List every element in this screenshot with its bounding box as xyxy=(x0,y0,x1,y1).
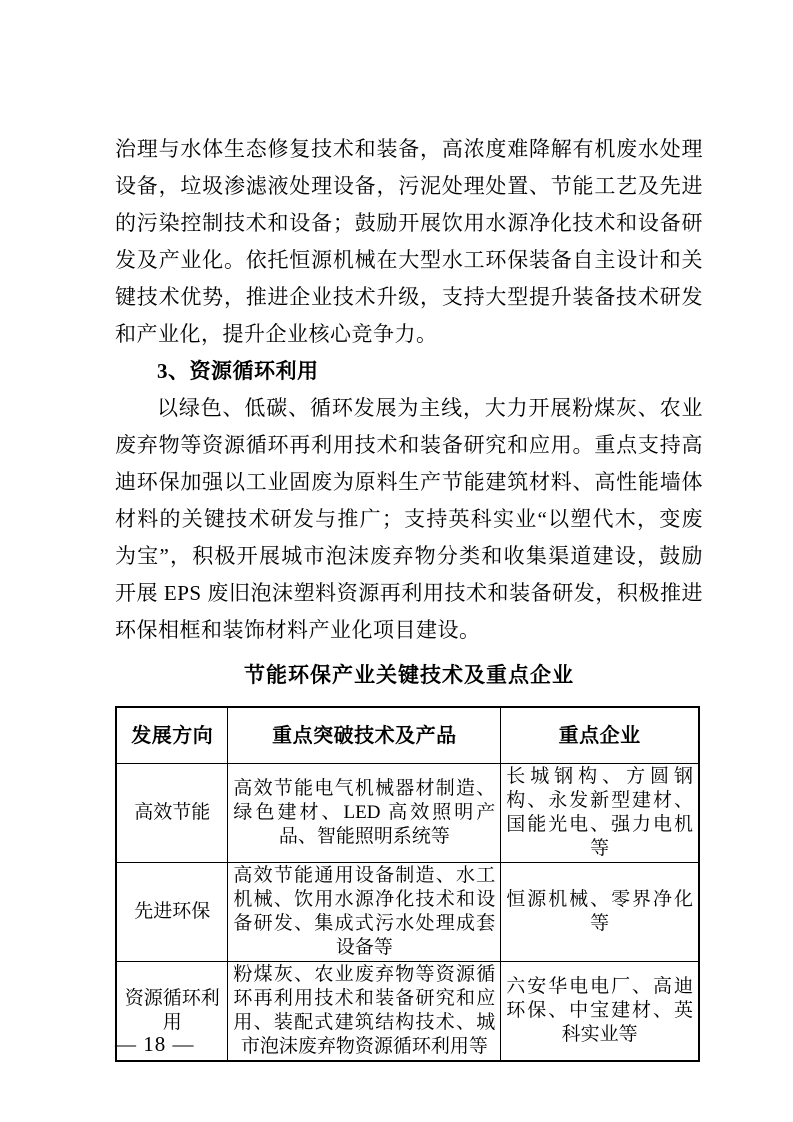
table-row-advanced-environmental-protection xyxy=(116,863,699,962)
cell-direction: 先进环保 xyxy=(116,863,228,962)
col-header-development-direction: 发展方向 xyxy=(116,707,228,764)
section-heading-resource-recycling: 3、资源循环利用 xyxy=(157,359,319,383)
cell-technologies: 粉煤灰、农业废弃物等资源循环再利用技术和装备研究和应用、装配式建筑结构技术、城市泡沫废弃物资源循环利用等 xyxy=(228,962,501,1062)
cell-technologies: 高效节能电气机械器材制造、绿色建材、LED 高效照明产品、智能照明系统等 xyxy=(228,764,501,863)
table-row-resource-recycling xyxy=(116,962,699,1062)
cell-direction: 资源循环利用 xyxy=(116,962,228,1062)
cell-companies: 恒源机械、零界净化等 xyxy=(501,863,699,962)
col-header-key-technologies: 重点突破技术及产品 xyxy=(228,707,501,764)
key-tech-enterprises-table xyxy=(115,706,700,1062)
cell-direction: 高效节能 xyxy=(116,764,228,863)
page-number: — 18 — xyxy=(115,1032,195,1056)
cell-companies: 长城钢构、方圆钢构、永发新型建材、国能光电、强力电机等 xyxy=(501,764,699,863)
table-title: 节能环保产业关键技术及重点企业 xyxy=(244,663,574,687)
table-row-efficient-energy-saving xyxy=(116,764,699,863)
document-content xyxy=(115,131,703,1062)
paragraph-resource-recycling: 以绿色、低碳、循环发展为主线，大力开展粉煤灰、农业废弃物等资源循环再利用技术和装备研究和应用。重点支持高迪环保加强以工业固废为原料生产节能建筑材料、高性能墙体材料的关键技术研发与推广；支持英科实业“以塑代木，变废为宝”，积极开展城市泡沫废弃物分类和收集渠道建设，鼓励开展 EPS 废旧泡沫塑料资源再利用技术和装备研发，积极推进环保相框和装饰材料产业化项目建设。 xyxy=(115,396,703,642)
table-header-row xyxy=(116,707,699,764)
paragraph-continuation: 治理与水体生态修复技术和装备，高浓度难降解有机废水处理设备，垃圾渗滤液处理设备，污泥处理处置、节能工艺及先进的污染控制技术和设备；鼓励开展饮用水源净化技术和设备研发及产业化。依托恒源机械在大型水工环保装备自主设计和关键技术优势，推进企业技术升级，支持大型提升装备技术研发和产业化，提升企业核心竞争力。 xyxy=(115,137,703,346)
col-header-key-enterprises: 重点企业 xyxy=(501,707,699,764)
cell-companies: 六安华电电厂、高迪环保、中宝建材、英科实业等 xyxy=(501,962,699,1062)
cell-technologies: 高效节能通用设备制造、水工机械、饮用水源净化技术和设备研发、集成式污水处理成套设备等 xyxy=(228,863,501,962)
